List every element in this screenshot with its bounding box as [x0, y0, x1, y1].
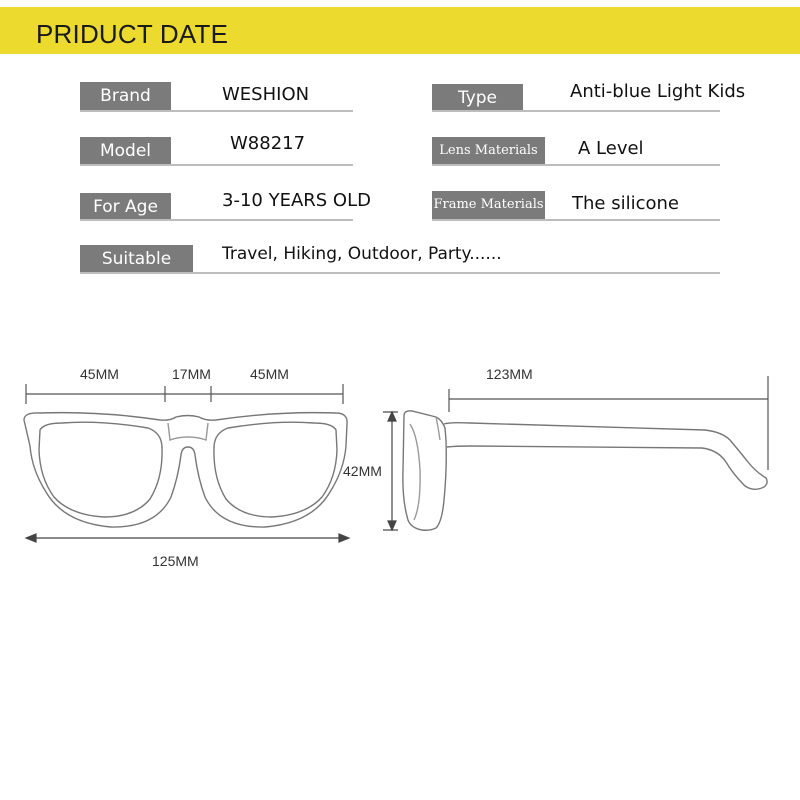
temple-length-label: 123MM	[486, 366, 533, 382]
frame-materials-label: Frame Materials	[432, 191, 545, 219]
suitable-value: Travel, Hiking, Outdoor, Party......	[222, 244, 502, 264]
frame-materials-value: The silicone	[572, 193, 679, 214]
lens-width-right-label: 45MM	[250, 366, 289, 382]
lens-materials-label: Lens Materials	[432, 137, 545, 165]
for-age-label: For Age	[80, 193, 171, 221]
suitable-label: Suitable	[80, 245, 193, 273]
model-value: W88217	[230, 133, 306, 154]
banner-title: PRIDUCT DATE	[36, 19, 229, 49]
total-width-label: 125MM	[152, 553, 199, 569]
bridge-width-label: 17MM	[172, 366, 211, 382]
type-label: Type	[432, 84, 523, 112]
front-width-dimension-lines	[26, 384, 343, 404]
lens-height-label: 42MM	[343, 463, 382, 479]
lens-materials-value: A Level	[578, 138, 644, 159]
glasses-side-view	[403, 411, 767, 530]
total-width-dimension-line	[26, 534, 349, 542]
model-label: Model	[80, 137, 171, 165]
glasses-front-view	[24, 413, 347, 527]
lens-width-left-label: 45MM	[80, 366, 119, 382]
brand-value: WESHION	[222, 84, 310, 105]
for-age-value: 3-10 YEARS OLD	[222, 190, 371, 211]
brand-label: Brand	[80, 82, 171, 110]
lens-height-dimension-line	[383, 412, 398, 530]
type-value: Anti-blue Light Kids	[570, 81, 746, 102]
